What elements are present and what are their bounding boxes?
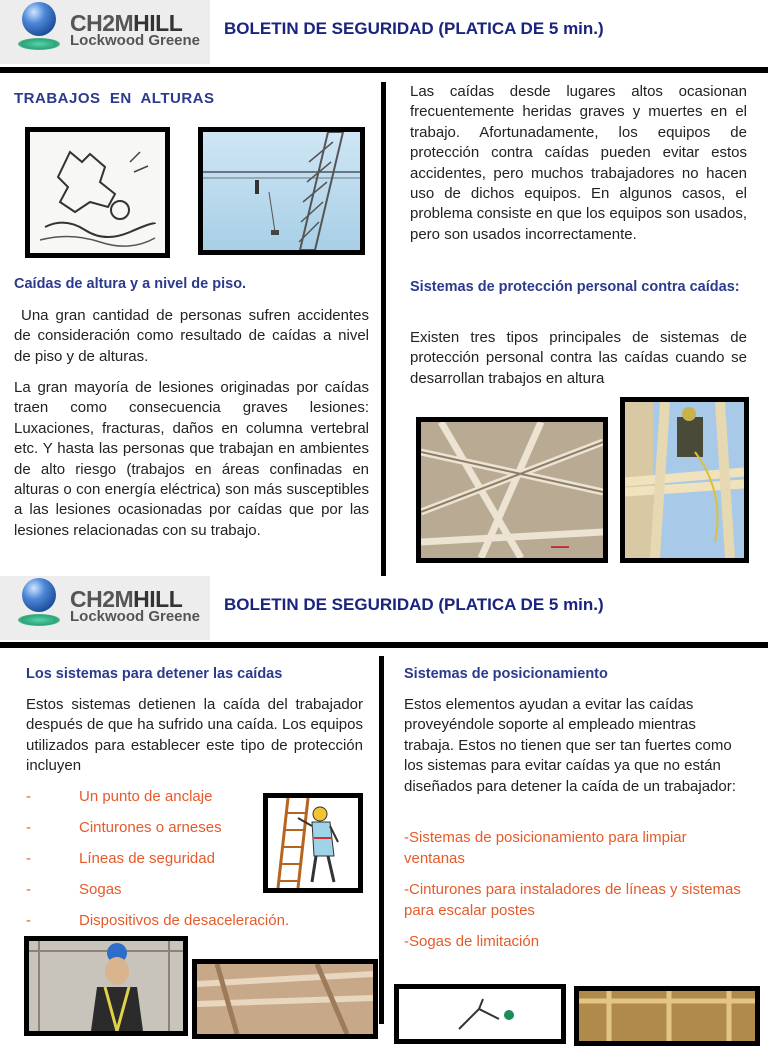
positioning-systems-paragraph: Estos elementos ayudan a evitar las caídas proveyéndole soporte al empleado mientras trabaja. Estos no tienen que ser tan fuertes como los sistemas para evitar caídas ya que no están diseñados para detener la caída de un trabajador:: [404, 696, 736, 795]
worker-portrait-photo: [24, 936, 188, 1036]
arrest-systems-paragraph: Estos sistemas detienen la caída del trabajador después de que ha sufrido una caída. Los equipos utilizados para establecer este tipo de protección incluyen: [26, 696, 363, 775]
high-falls-paragraph: Las caídas desde lugares altos ocasionan frecuentemente heridas graves y muertes en el trabajo. Afortunadamente, los equipos de protección contra caídas pueden evitar estos accidentes, pero muchos trabajadores no hacen uso de dichos equipos. En algunos casos, el problema consiste en que los equipos son usados, pero son usados incorrectamente.: [410, 83, 747, 243]
positioning-item-3: -Sogas de limitación: [404, 933, 540, 950]
globe-logo-icon: [22, 2, 56, 36]
company-logo: [0, 0, 210, 64]
harness-worker-photo: [620, 397, 749, 563]
construction-site-photo: [574, 986, 760, 1046]
column-divider: [381, 82, 386, 576]
top-divider: [0, 67, 768, 73]
list-item: - Dispositivos de desaceleración.: [26, 912, 290, 929]
positioning-item-2: -Cinturones para instaladores de líneas y sistemas para escalar postes: [404, 881, 741, 919]
company-logo-2: [0, 576, 210, 640]
protection-systems-paragraph: Existen tres tipos principales de sistemas de protección personal contra las caídas cuando se desarrollan trabajos en altura: [410, 329, 747, 387]
fall-illustration-image: [25, 127, 170, 258]
logo-subtitle: Lockwood Greene: [70, 608, 201, 625]
steel-truss-photo: [416, 417, 608, 563]
falls-heading: Caídas de altura y a nivel de piso.: [14, 276, 247, 292]
rope-harness-illustration: [394, 984, 566, 1044]
bulletin-title-2: BOLETIN DE SEGURIDAD (PLATICA DE 5 min.): [224, 595, 604, 614]
logo-subtitle: Lockwood Greene: [70, 32, 201, 49]
list-item: - Líneas de seguridad: [26, 850, 215, 867]
positioning-systems-heading: Sistemas de posicionamiento: [404, 666, 608, 682]
swoosh-logo-icon: [18, 38, 60, 50]
arrest-equipment-list: [26, 787, 290, 942]
falls-paragraph-1: Una gran cantidad de personas sufren accidentes de consideración como resultado de caídas a nivel de piso y de alturas.: [14, 307, 374, 365]
svg-text:▬▬▬: ▬▬▬: [551, 544, 569, 550]
column-divider-2: [379, 656, 384, 1024]
logo-brand: CH2MHILL: [70, 10, 183, 36]
logo-brand: CH2MHILL: [70, 586, 183, 612]
falls-paragraph-2: La gran mayoría de lesiones originadas por caídas traen como consecuencia graves lesiones: Luxaciones, fracturas, daños en columna vertebral etc. Y hasta las personas que trabajan en ambientes de alto riesgo (trabajos en áreas confinadas en alturas o con energía eléctrica) son más susceptibles a las lesiones ocasionadas por caídas que por las lesiones relacionadas con su trabajo.: [14, 379, 369, 539]
list-item: - Un punto de anclaje: [26, 788, 213, 805]
section-title: TRABAJOS EN ALTURAS: [14, 90, 215, 107]
protection-systems-heading: Sistemas de protección personal contra caídas:: [410, 279, 740, 295]
middle-divider: [0, 642, 768, 648]
bulletin-title: BOLETIN DE SEGURIDAD (PLATICA DE 5 min.): [224, 19, 604, 38]
globe-logo-icon: [22, 578, 56, 612]
list-item: - Sogas: [26, 881, 122, 898]
beam-structure-photo: [192, 959, 378, 1039]
swoosh-logo-icon: [18, 614, 60, 626]
list-item: - Cinturones o arneses: [26, 819, 222, 836]
ladder-climber-illustration: [263, 793, 363, 893]
positioning-item-1: -Sistemas de posicionamiento para limpiar ventanas: [404, 829, 687, 867]
arrest-systems-heading: Los sistemas para detener las caídas: [26, 666, 283, 682]
crane-worker-photo: [198, 127, 365, 255]
